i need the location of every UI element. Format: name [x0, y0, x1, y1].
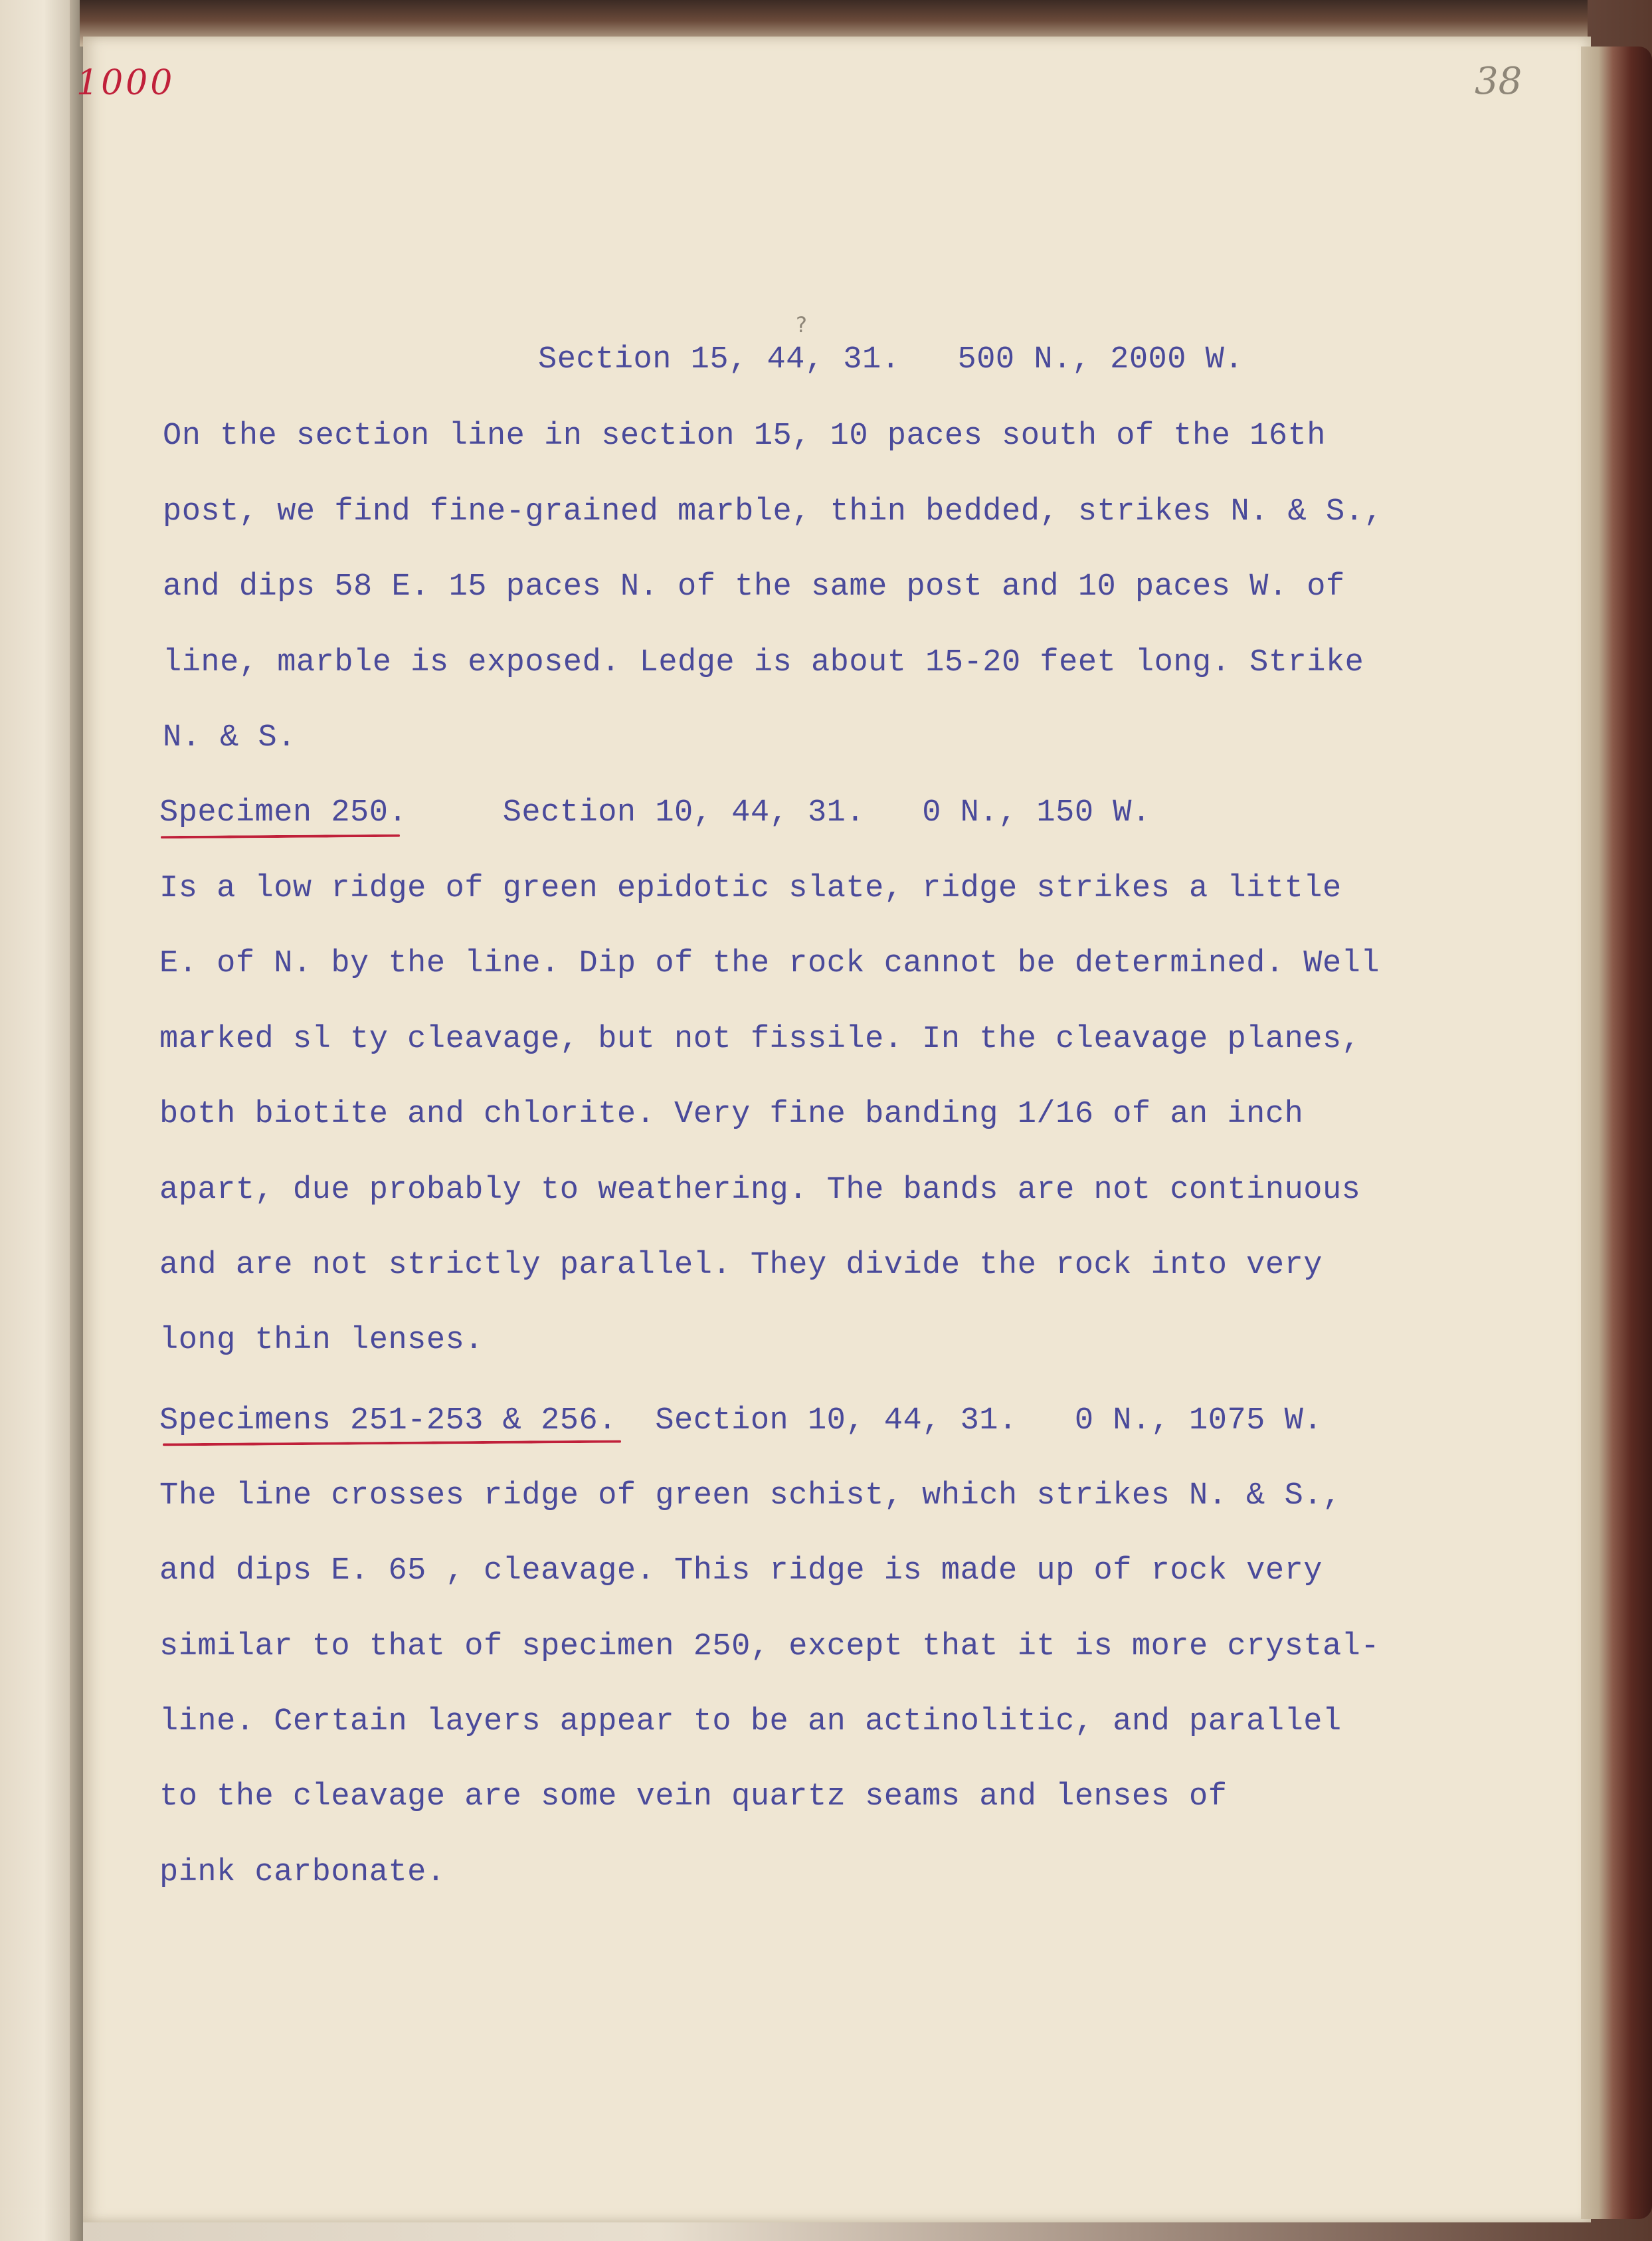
page-number: 38: [1475, 60, 1522, 103]
paragraph-2-line: both biotite and chlorite. Very fine banding 1/16 of an inch: [159, 1097, 1304, 1132]
paragraph-3-line: pink carbonate.: [159, 1855, 446, 1890]
paragraph-2-line: Is a low ridge of green epidotic slate, ridge strikes a little: [159, 871, 1342, 906]
book-gutter: [70, 0, 83, 2241]
query-mark: ?: [796, 312, 807, 338]
paragraph-1-line: N. & S.: [163, 720, 296, 755]
specimen-250-label: [159, 795, 1151, 830]
paragraph-2-line: long thin lenses.: [159, 1323, 484, 1358]
paragraph-2-line: marked sl ty cleavage, but not fissile. In the cleavage planes,: [159, 1022, 1361, 1057]
facing-page: [0, 0, 73, 2241]
paragraph-1-line: On the section line in section 15, 10 paces south of the 16th: [163, 419, 1326, 454]
paragraph-2-line: E. of N. by the line. Dip of the rock cannot be determined. Well: [159, 946, 1380, 981]
section-heading: Section 15, 44, 31. 500 N., 2000 W.: [538, 342, 1244, 377]
specimen-250-title: Specimen 250: [159, 795, 389, 830]
paragraph-2-line: apart, due probably to weathering. The bands are not continuous: [159, 1173, 1361, 1208]
paragraph-3-line: line. Certain layers appear to be an actinolitic, and parallel: [159, 1704, 1342, 1739]
specimen-250-heading-rest: . Section 10, 44, 31. 0 N., 150 W.: [388, 795, 1151, 830]
specimens-251-256-label: [159, 1403, 1323, 1438]
paragraph-3-line: and dips E. 65 , cleavage. This ridge is made up of rock very: [159, 1553, 1323, 1589]
paragraph-1-line: and dips 58 E. 15 paces N. of the same post and 10 paces W. of: [163, 569, 1345, 605]
paragraph-3-line: The line crosses ridge of green schist, which strikes N. & S.,: [159, 1478, 1342, 1513]
paragraph-3-line: to the cleavage are some vein quartz seams and lenses of: [159, 1779, 1228, 1814]
margin-note: 1000: [76, 63, 175, 103]
book-cover-edge: [1581, 47, 1652, 2219]
paragraph-2-line: and are not strictly parallel. They divide the rock into very: [159, 1248, 1323, 1283]
paragraph-1-line: line, marble is exposed. Ledge is about 15-20 feet long. Strike: [163, 645, 1364, 680]
paragraph-3-line: similar to that of specimen 250, except that it is more crystal-: [159, 1629, 1380, 1664]
specimens-251-256-title: Specimens 251-253 & 256: [159, 1403, 598, 1438]
paragraph-1-line: post, we find fine-grained marble, thin bedded, strikes N. & S.,: [163, 494, 1384, 530]
specimens-251-256-heading-rest: . Section 10, 44, 31. 0 N., 1075 W.: [598, 1403, 1323, 1438]
